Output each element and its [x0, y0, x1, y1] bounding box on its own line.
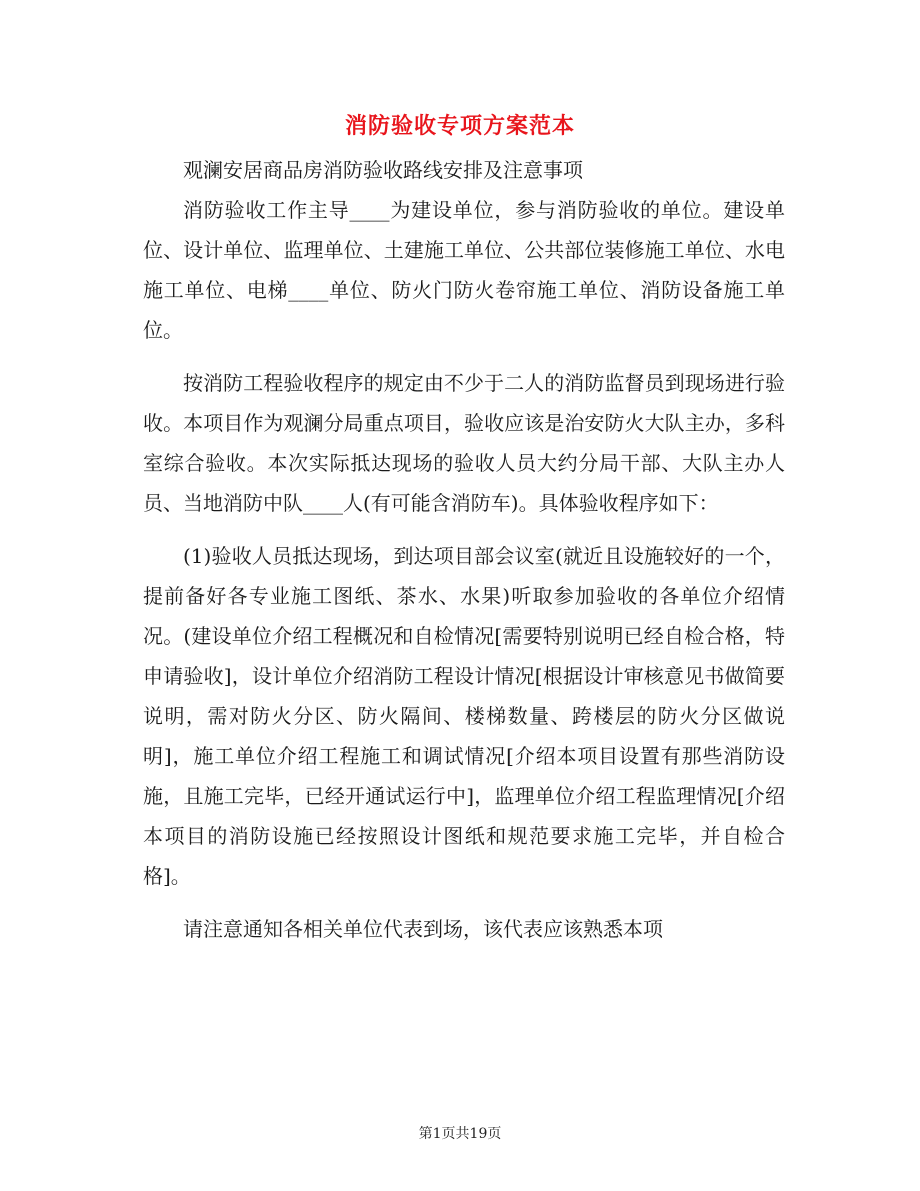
page-number-footer: 第1页共19页 [418, 1126, 502, 1142]
paragraph-step-1: (1)验收人员抵达现场，到达项目部会议室(就近且设施较好的一个，提前备好各专业施工图纸、茶水、水果)听取参加验收的各单位介绍情况。(建设单位介绍工程概况和自检情况[需要特别说明已经自检合格，特申请验收]，设计单位介绍消防工程设计情况[根据设计审核意见书做简要说明，需对防火分区、防火隔间、楼梯数量、跨楼层的防火分区做说明]，施工单位介绍工程施工和调试情况[介绍本项目设置有那些消防设施，且施工完毕，已经开通试运行中]，监理单位介绍工程监理情况[介绍本项目的消防设施已经按照设计图纸和规范要求施工完毕，并自检合格]。 [143, 544, 785, 888]
document-title: 消防验收专项方案范本 [344, 113, 575, 139]
document-body [143, 150, 785, 962]
paragraph-participants: 消防验收工作主导____为建设单位，参与消防验收的单位。建设单位、设计单位、监理单位、土建施工单位、公共部位装修施工单位、水电施工单位、电梯____单位、防火门防火卷帘施工单位、消防设备施工单位。 [143, 198, 785, 342]
paragraph-procedure: 按消防工程验收程序的规定由不少于二人的消防监督员到现场进行验收。本项目作为观澜分局重点项目，验收应该是治安防火大队主办，多科室综合验收。本次实际抵达现场的验收人员大约分局干部、大队主办人员、当地消防中队____人(有可能含消防车)。具体验收程序如下： [143, 371, 785, 515]
paragraph-notice: 请注意通知各相关单位代表到场，该代表应该熟悉本项 [183, 917, 663, 941]
document-subtitle: 观澜安居商品房消防验收路线安排及注意事项 [183, 158, 583, 182]
